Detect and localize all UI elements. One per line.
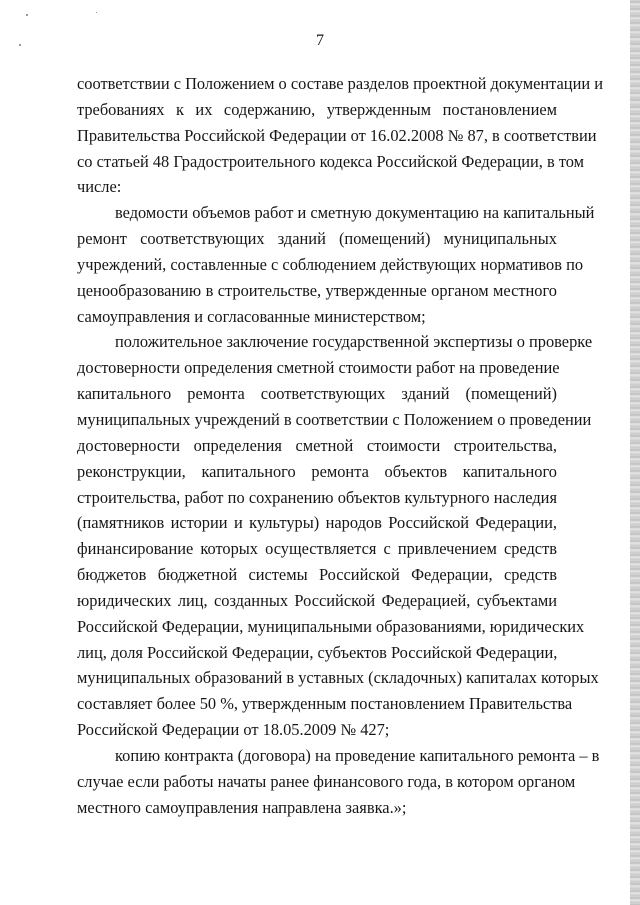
text-line: муниципальных учреждений в соответствии с Положением о проведении: [77, 409, 592, 429]
text-line: самоуправления и согласованные министерством;: [77, 306, 426, 326]
text-line: числе:: [77, 177, 122, 197]
text-line: Российской Федерации от 18.05.2009 № 427;: [77, 720, 390, 740]
paragraph: [77, 743, 600, 821]
text-line: финансирование которых осуществляется с привлечением средств: [77, 539, 557, 559]
text-line: со статьей 48 Градостроительного кодекса Российской Федерации, в том: [77, 151, 585, 171]
text-line: лиц, доля Российской Федерации, субъектов Российской Федерации,: [77, 642, 558, 662]
text-line: капитального ремонта соответствующих зданий (помещений): [77, 384, 557, 404]
text-line: Правительства Российской Федерации от 16.02.2008 № 87, в соответствии: [77, 125, 597, 145]
text-line: Российской Федерации, муниципальными образованиями, юридических: [77, 616, 585, 636]
text-line: ремонт соответствующих зданий (помещений) муниципальных: [77, 229, 557, 249]
text-line: юридических лиц, созданных Российской Федерацией, субъектами: [77, 590, 557, 610]
text-line: строительства, работ по сохранению объектов культурного наследия: [77, 487, 557, 507]
paragraph: [77, 200, 595, 329]
text-line: требованиях к их содержанию, утвержденным постановлением: [77, 99, 557, 119]
scan-edge-shadow: [630, 0, 640, 905]
text-line: ценообразованию в строительстве, утвержденные органом местного: [77, 280, 557, 300]
scan-speck: [26, 14, 28, 16]
text-line: достоверности определения сметной стоимости работ на проведение: [77, 358, 560, 378]
text-line: положительное заключение государственной экспертизы о проверке: [115, 332, 593, 352]
text-line: достоверности определения сметной стоимости строительства,: [77, 435, 557, 455]
text-line: муниципальных образований в уставных (складочных) капиталах которых: [77, 668, 599, 688]
paragraph: [77, 71, 603, 200]
paragraph: [77, 329, 599, 743]
text-line: учреждений, составленные с соблюдением действующих нормативов по: [77, 254, 584, 274]
text-line: местного самоуправления направлена заявка.»;: [77, 797, 407, 817]
text-line: ведомости объемов работ и сметную документацию на капитальный: [115, 203, 595, 223]
scan-speck: [96, 12, 97, 13]
text-line: копию контракта (договора) на проведение капитального ремонта – в: [115, 745, 600, 765]
text-line: соответствии с Положением о составе разделов проектной документации и: [77, 74, 603, 93]
document-body: [77, 71, 603, 820]
text-line: составляет более 50 %, утвержденным постановлением Правительства: [77, 694, 573, 714]
text-line: бюджетов бюджетной системы Российской Федерации, средств: [77, 565, 557, 585]
text-line: реконструкции, капитального ремонта объектов капитального: [77, 461, 557, 481]
text-line: случае если работы начаты ранее финансового года, в котором органом: [77, 771, 576, 791]
page-number: 7: [316, 32, 324, 49]
text-line: (памятников истории и культуры) народов Российской Федерации,: [77, 513, 557, 533]
